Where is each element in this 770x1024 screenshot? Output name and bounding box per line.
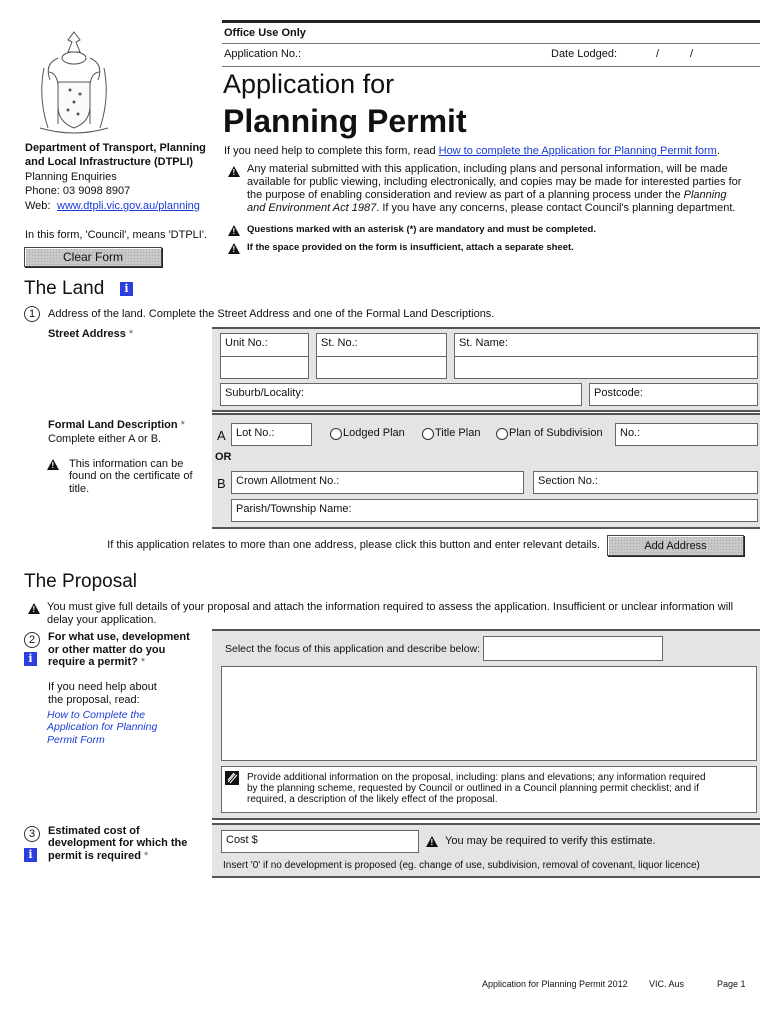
formal-note: title.: [69, 483, 90, 495]
help-link[interactable]: How to complete the Application for Planning Permit form: [438, 145, 717, 157]
page-number: Page 1: [717, 979, 746, 989]
date-slash: /: [690, 48, 694, 60]
street-no-field[interactable]: [316, 333, 447, 379]
privacy-line: the purpose of enabling consideration and review as part of a planning process under the: [247, 189, 684, 201]
act-name: and Environment Act 1987: [247, 202, 377, 214]
page-title: Planning Permit: [223, 103, 467, 139]
proposal-help-link[interactable]: How to Complete the: [47, 709, 146, 721]
clear-form-button[interactable]: Clear Form: [24, 247, 162, 267]
or-label: OR: [215, 451, 232, 463]
paperclip-icon: [225, 771, 239, 785]
mandatory-note: Questions marked with an asterisk (*) are mandatory and must be completed.: [247, 224, 596, 235]
proposal-help: If you need help about: [48, 681, 157, 693]
privacy-text: [247, 202, 735, 214]
label: Street Address: [48, 328, 126, 340]
council-note: In this form, 'Council', means 'DTPLI'.: [25, 229, 208, 241]
date-slash: /: [656, 48, 660, 60]
privacy-text: [247, 189, 726, 201]
radio-label: Lodged Plan: [343, 427, 405, 439]
dept-name: Department of Transport, Planning: [25, 142, 206, 154]
label: require a permit?: [48, 656, 138, 668]
q2-label: [48, 656, 145, 668]
warning-icon: [426, 836, 438, 847]
additional-info-text: by the planning scheme, requested by Council or outlined in a Council planning permit checklist; and if: [247, 783, 699, 794]
divider: [222, 43, 760, 44]
title-line-1: Application for: [223, 69, 395, 99]
asterisk: *: [128, 328, 134, 340]
proposal-description-textarea[interactable]: [221, 666, 757, 761]
q3-label: [48, 850, 148, 862]
formal-land-label: [48, 419, 185, 431]
parish-field[interactable]: Parish/Township Name:: [231, 499, 758, 522]
warning-icon: [228, 225, 240, 236]
label: Formal Land Description: [48, 419, 178, 431]
formal-note: found on the certificate of: [69, 470, 193, 482]
warning-icon: [47, 459, 59, 470]
asterisk: *: [140, 656, 146, 668]
radio-label: Title Plan: [435, 427, 481, 439]
phone: Phone: 03 9098 8907: [25, 185, 131, 197]
privacy-text: available for public viewing, including electronically, and copies may be made for interested parties for: [247, 176, 742, 188]
q3-label: Estimated cost of: [48, 825, 140, 837]
help-text: [224, 145, 720, 157]
plan-of-subdivision-radio[interactable]: [496, 428, 508, 440]
question-text: Address of the land. Complete the Street Address and one of the Formal Land Descriptions.: [48, 308, 495, 320]
divider: [222, 66, 760, 67]
warning-icon: [228, 243, 240, 254]
option-b-label: B: [217, 476, 226, 491]
privacy-end: . If you have any concerns, please contact Council's planning department.: [376, 202, 736, 214]
coat-of-arms-logo: [30, 28, 118, 138]
proposal-help-link[interactable]: Application for Planning: [47, 721, 158, 733]
plan-no-field[interactable]: No.:: [615, 423, 758, 446]
question-number: 3: [24, 826, 40, 842]
warning-icon: [28, 603, 40, 614]
web-label: Web:: [25, 200, 51, 212]
question-number: 2: [24, 632, 40, 648]
postcode-field[interactable]: Postcode:: [589, 383, 758, 406]
section-heading-land: The Land: [24, 278, 105, 299]
field-label: St. No.:: [321, 337, 358, 349]
act-name: Planning: [683, 189, 727, 201]
label: permit is required: [48, 850, 141, 862]
asterisk: *: [180, 419, 185, 431]
proposal-help-link[interactable]: Permit Form: [47, 734, 105, 746]
q3-label: development for which the: [48, 837, 188, 849]
field-label: Unit No.:: [225, 337, 268, 349]
asterisk: *: [143, 850, 149, 862]
street-address-label: [48, 328, 133, 340]
radio-label: Plan of Subdivision: [509, 427, 603, 439]
lot-no-field[interactable]: Lot No.:: [231, 423, 312, 446]
proposal-warning: delay your application.: [47, 614, 157, 626]
focus-select[interactable]: [483, 636, 663, 661]
footer-title: Application for Planning Permit 2012: [482, 979, 628, 989]
add-address-note: If this application relates to more than one address, please click this button and enter relevant details.: [107, 539, 600, 551]
help-suffix: .: [716, 145, 720, 157]
add-address-button[interactable]: Add Address: [607, 535, 744, 556]
cost-field[interactable]: Cost $: [221, 830, 419, 853]
enquiries-label: Planning Enquiries: [25, 171, 117, 183]
option-a-label: A: [217, 428, 226, 443]
insert-note: Insert '0' if no development is proposed (eg. change of use, subdivision, removal of covenant, liquor licence): [223, 860, 700, 871]
question-number: 1: [24, 306, 40, 322]
info-icon[interactable]: i: [24, 652, 37, 666]
warning-icon: [228, 166, 240, 177]
focus-label: Select the focus of this application and describe below:: [225, 643, 481, 655]
field-label: St. Name:: [459, 337, 508, 349]
top-rule: [222, 20, 760, 23]
info-icon[interactable]: i: [24, 848, 37, 862]
space-note: If the space provided on the form is insufficient, attach a separate sheet.: [247, 242, 574, 253]
web-link[interactable]: www.dtpli.vic.gov.au/planning: [57, 200, 200, 212]
unit-no-field[interactable]: [220, 333, 309, 379]
footer-region: VIC. Aus: [649, 979, 685, 989]
date-lodged-label: Date Lodged:: [551, 48, 618, 60]
privacy-text: Any material submitted with this application, including plans and personal information, will be made: [247, 163, 728, 175]
lodged-plan-radio[interactable]: [330, 428, 342, 440]
additional-info-text: Provide additional information on the proposal, including: plans and elevations; any information required: [247, 772, 706, 783]
office-use-label: Office Use Only: [224, 27, 306, 39]
formal-land-sub: Complete either A or B.: [48, 433, 162, 445]
application-no-field[interactable]: Application No.:: [224, 48, 302, 60]
dept-name: and Local Infrastructure (DTPLI): [25, 156, 194, 168]
street-name-field[interactable]: [454, 333, 758, 379]
suburb-field[interactable]: Suburb/Locality:: [220, 383, 582, 406]
info-icon[interactable]: i: [120, 282, 133, 296]
section-heading-proposal: The Proposal: [24, 571, 138, 592]
section-no-field[interactable]: Section No.:: [533, 471, 758, 494]
title-plan-radio[interactable]: [422, 428, 434, 440]
verify-note: You may be required to verify this estimate.: [445, 835, 656, 847]
formal-note: This information can be: [69, 458, 184, 470]
crown-allotment-field[interactable]: Crown Allotment No.:: [231, 471, 524, 494]
proposal-help: the proposal, read:: [48, 694, 140, 706]
additional-info-text: required, a description of the likely effect of the proposal.: [247, 794, 498, 805]
help-prefix: If you need help to complete this form, read: [224, 145, 439, 157]
q2-label: or other matter do you: [48, 644, 166, 656]
proposal-warning: You must give full details of your proposal and attach the information required to assess the application. Insufficient or unclear information will: [47, 601, 734, 613]
q2-label: For what use, development: [48, 631, 190, 643]
